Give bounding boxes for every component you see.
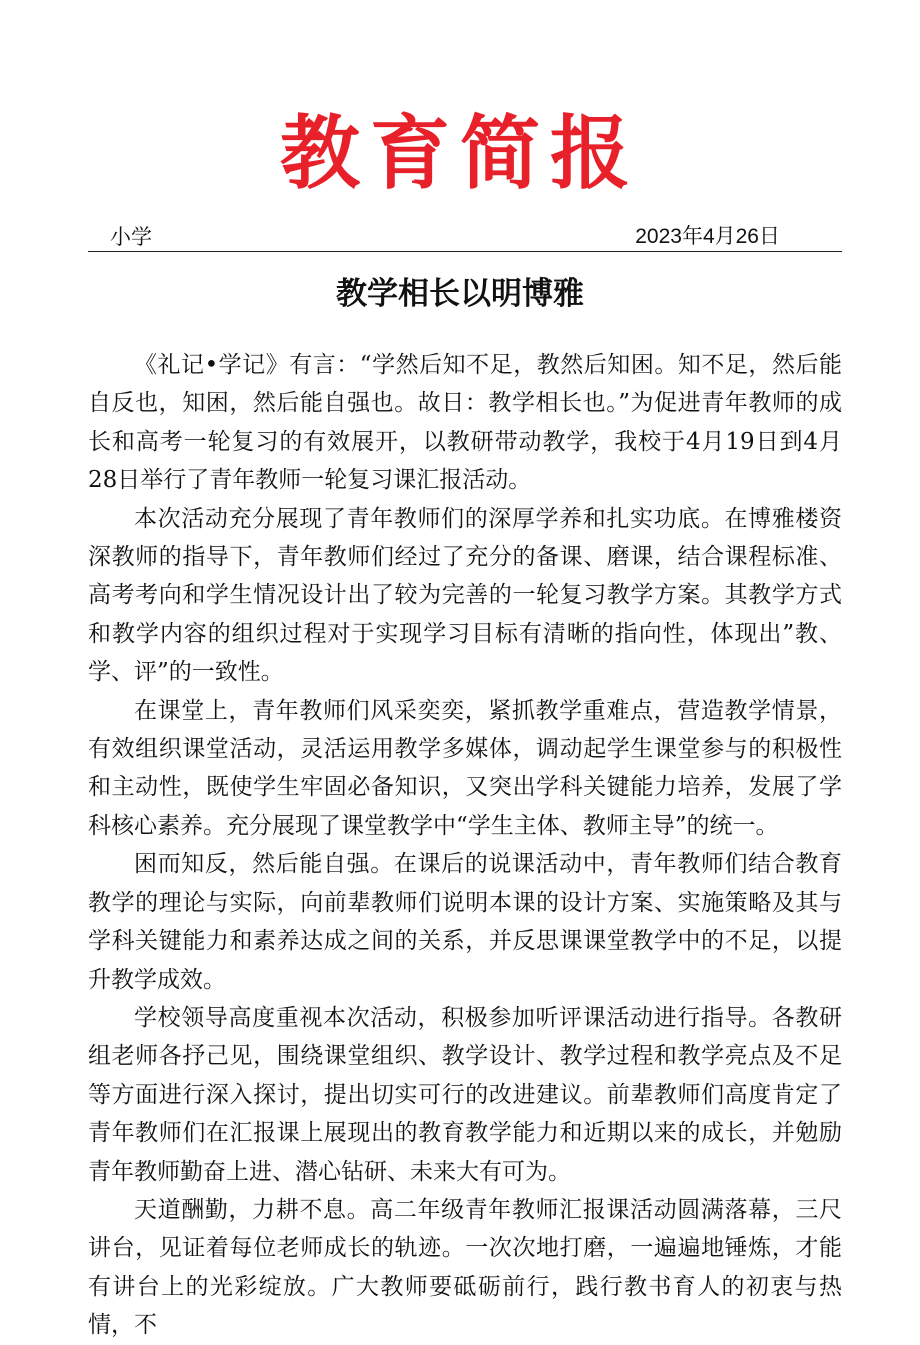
- paragraph-5: 学校领导高度重视本次活动，积极参加听评课活动进行指导。各教研组老师各抒己见，围绕课堂组织、教学设计、教学过程和教学亮点及不足等方面进行深入探讨，提出切实可行的改进建议。前辈教师们高度肯定了青年教师们在汇报课上展现出的教育教学能力和近期以来的成长，并勉励青年教师勤奋上进、潜心钻研、未来大有可为。: [88, 1004, 842, 1185]
- article-body: [88, 346, 842, 1345]
- paragraph-3: 在课堂上，青年教师们风采奕奕，紧抓教学重难点，营造教学情景，有效组织课堂活动，灵活运用教学多媒体，调动起学生课堂参与的积极性和主动性，既使学生牢固必备知识，又突出学科关键能力培养，发展了学科核心素养。充分展现了课堂教学中“学生主体、教师主导”的统一。: [88, 697, 842, 839]
- header-divider: [88, 251, 842, 252]
- paragraph-4: 困而知反，然后能自强。在课后的说课活动中，青年教师们结合教育教学的理论与实际，向前辈教师们说明本课的设计方案、实施策略及其与学科关键能力和素养达成之间的关系，并反思课课堂教学中的不足，以提升教学成效。: [88, 851, 842, 993]
- paragraph-2: 本次活动充分展现了青年教师们的深厚学养和扎实功底。在博雅楼资深教师的指导下，青年教师们经过了充分的备课、磨课，结合课程标准、高考考向和学生情况设计出了较为完善的一轮复习教学方案。其教学方式和教学内容的组织过程对于实现学习目标有清晰的指向性，体现出”教、学、评”的一致性。: [88, 505, 842, 686]
- meta-row: [88, 222, 842, 252]
- article-title: 教学相长以明博雅: [336, 276, 584, 312]
- masthead-title: 教育简报: [280, 106, 640, 200]
- paragraph-6: 天道酬勤，力耕不息。高二年级青年教师汇报课活动圆满落幕，三尺讲台，见证着每位老师成长的轨迹。一次次地打磨，一遍遍地锤炼，才能有讲台上的光彩绽放。广大教师要砥砺前行，践行教书育人的初衷与热情，不: [88, 1196, 842, 1339]
- school-name: 小学: [110, 225, 152, 249]
- issue-date: 2023年4月26日: [635, 225, 780, 248]
- paragraph-1: 《礼记•学记》有言：“学然后知不足，教然后知困。知不足，然后能自反也，知困，然后能自强也。故日：教学相长也。”为促进青年教师的成长和高考一轮复习的有效展开，以教研带动教学，我校于4月19日到4月28日举行了青年教师一轮复习课汇报活动。: [88, 352, 842, 494]
